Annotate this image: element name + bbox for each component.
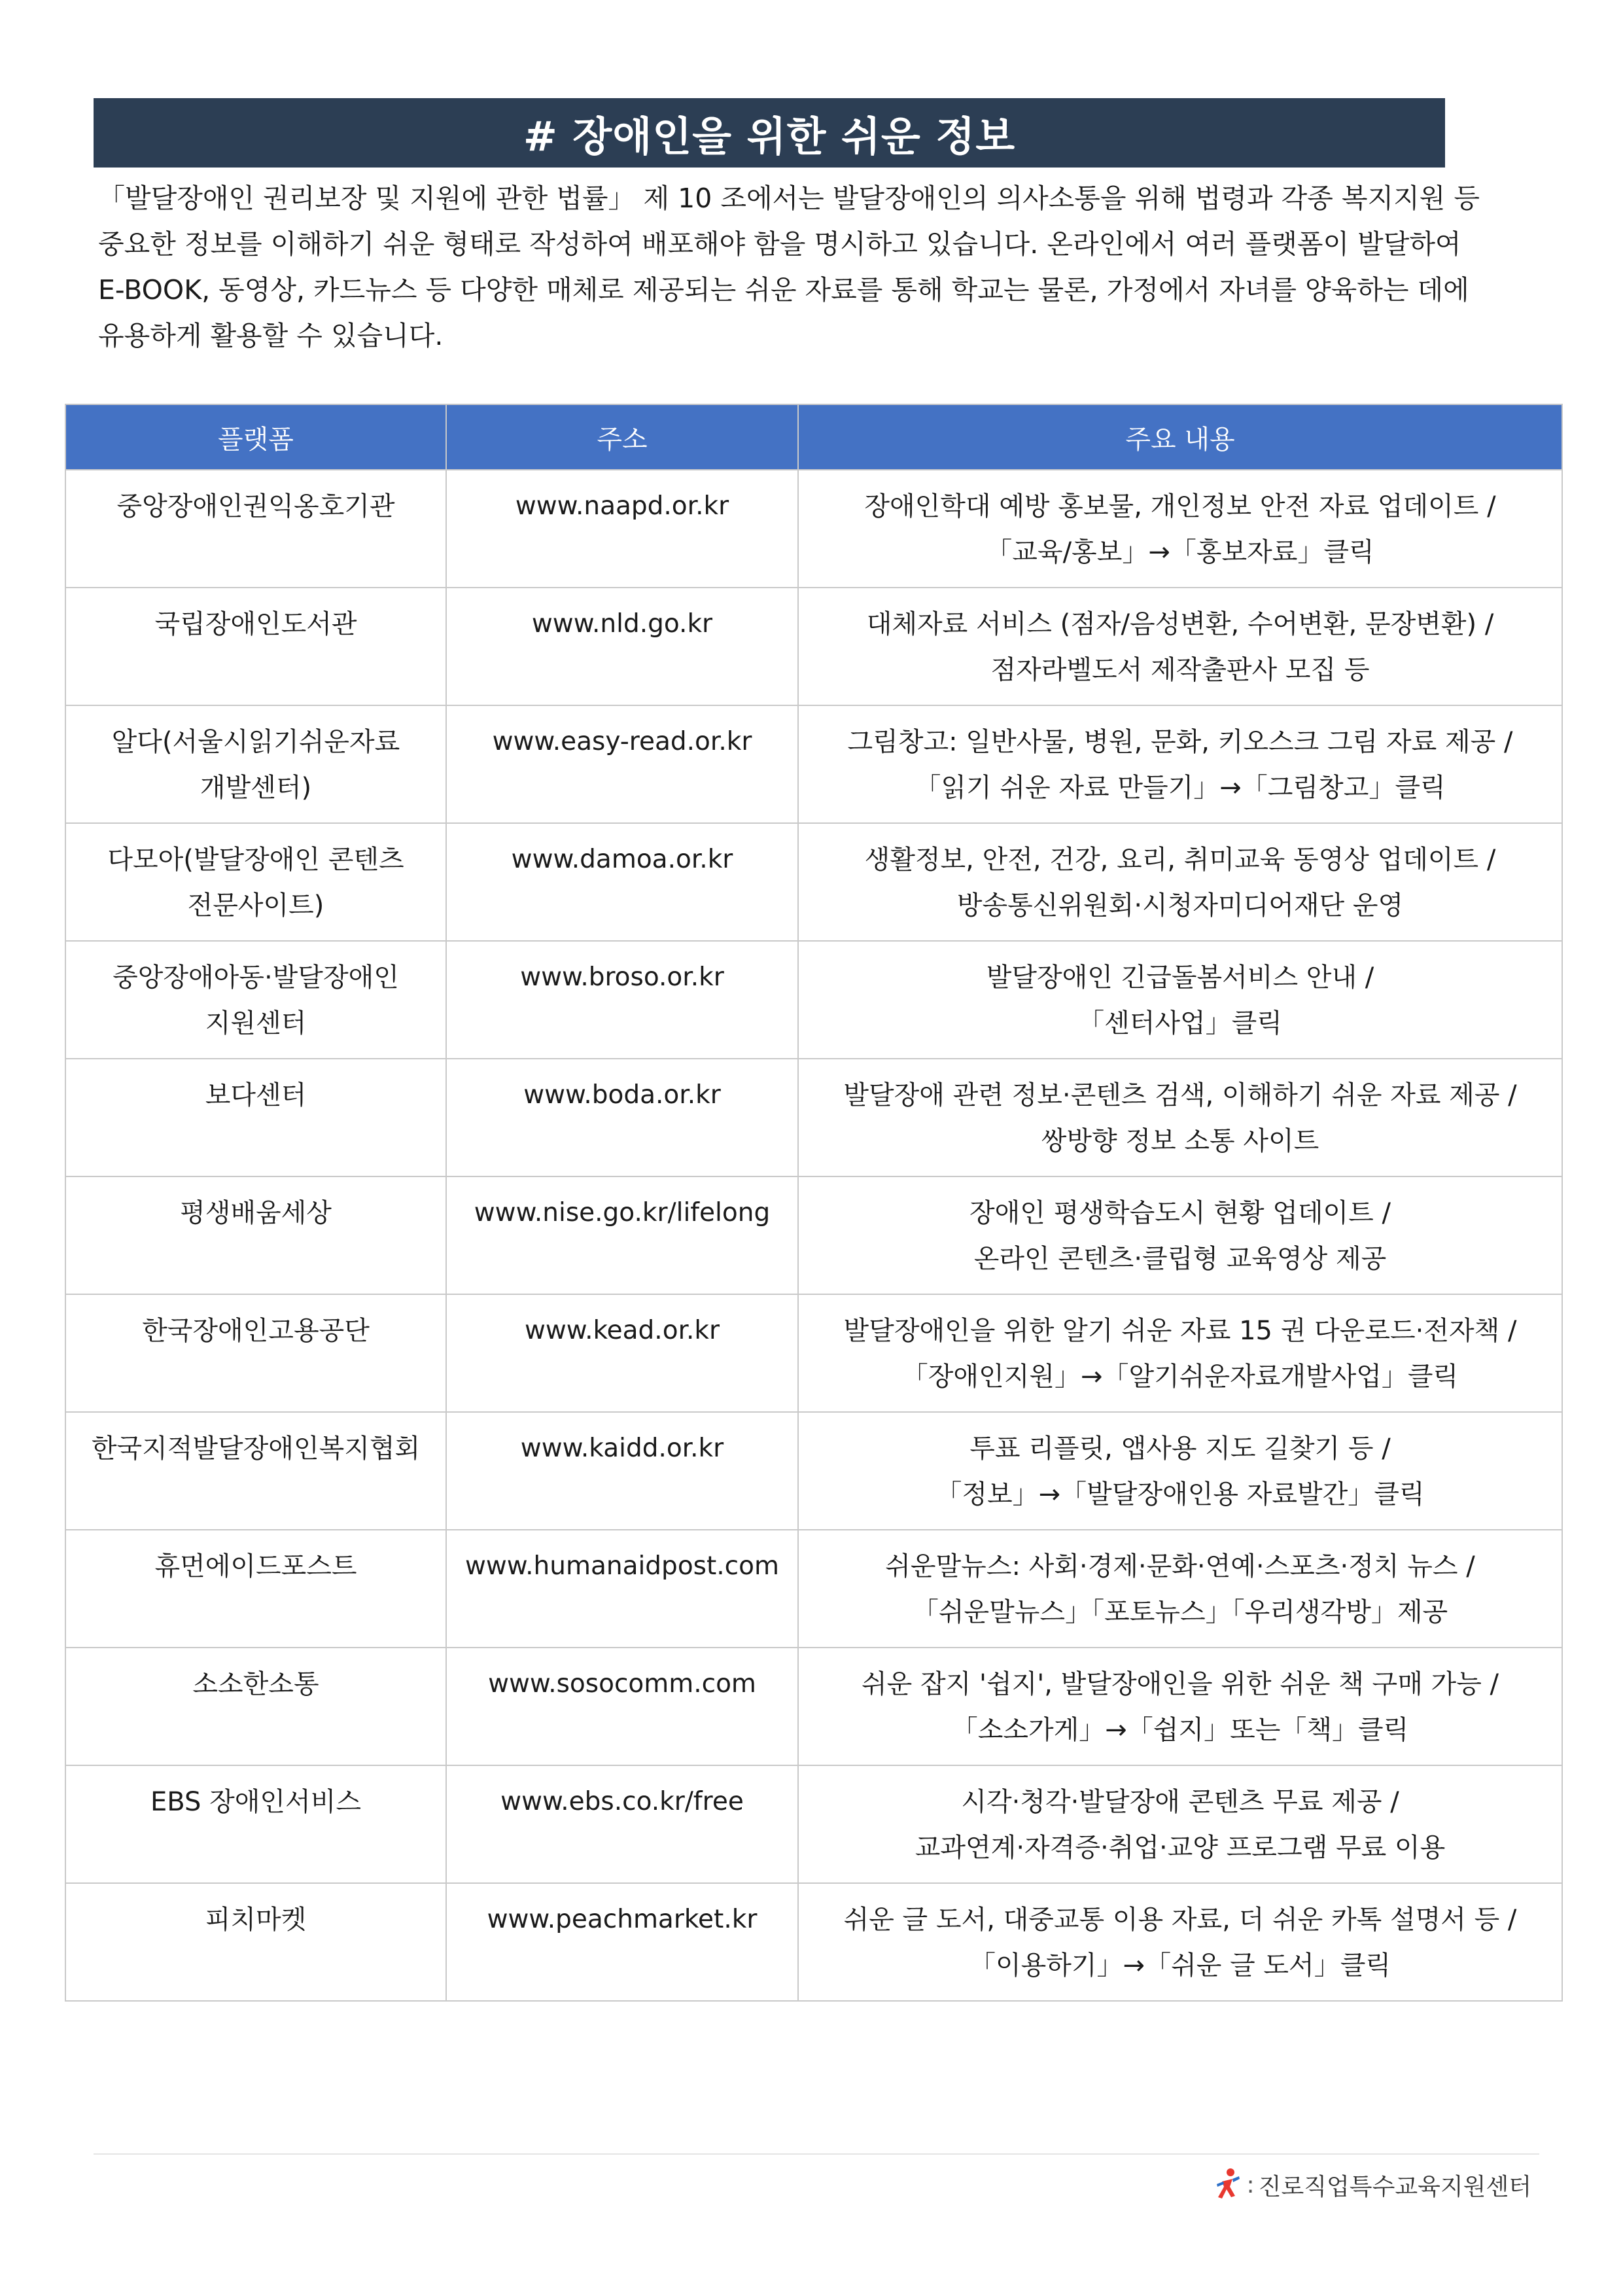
- content-line: 온라인 콘텐츠·클립형 교육영상 제공: [973, 1244, 1387, 1274]
- address-cell: [446, 823, 798, 941]
- platform-name: 국립장애인도서관: [154, 609, 357, 639]
- table-row: [65, 588, 1562, 705]
- content-line: 방송통신위원회·시청자미디어재단 운영: [956, 891, 1404, 921]
- content-line: 쌍방향 정보 소통 사이트: [1041, 1126, 1319, 1156]
- platform-name: 개발센터): [200, 773, 312, 803]
- intro-line: 중요한 정보를 이해하기 쉬운 형태로 작성하여 배포해야 함을 명시하고 있습니다. 온라인에서 여러 플랫폼이 발달하여: [98, 228, 1461, 260]
- platform-name: 소소한소통: [192, 1669, 319, 1699]
- table-row: [65, 1530, 1562, 1648]
- platform-name: 보다센터: [205, 1080, 307, 1110]
- content-line: 교과연계·자격증·취업·교양 프로그램 무료 이용: [915, 1833, 1446, 1863]
- address-cell: [446, 1648, 798, 1765]
- table-row: [65, 1059, 1562, 1176]
- table-row: [65, 1883, 1562, 2001]
- content-cell: [798, 470, 1562, 588]
- platform-cell: [65, 470, 446, 588]
- platform-name: EBS 장애인서비스: [150, 1787, 361, 1817]
- content-line: 「읽기 쉬운 자료 만들기」→「그림창고」클릭: [915, 773, 1446, 803]
- footer-org-name: 진로직업특수교육지원센터: [1258, 2173, 1531, 2200]
- content-cell: [798, 588, 1562, 705]
- address-cell: [446, 1412, 798, 1530]
- table-row: [65, 470, 1562, 588]
- platform-name: 다모아(발달장애인 콘텐츠: [107, 845, 404, 875]
- content-line: 시각·청각·발달장애 콘텐츠 무료 제공 /: [961, 1787, 1399, 1817]
- platform-name: 휴먼에이드포스트: [154, 1551, 357, 1581]
- table-row: [65, 1294, 1562, 1412]
- address-cell: [446, 588, 798, 705]
- address-cell: [446, 1059, 798, 1176]
- content-cell: [798, 1765, 1562, 1883]
- address-cell: [446, 1765, 798, 1883]
- content-line: 「교육/홍보」→「홍보자료」클릭: [986, 537, 1374, 567]
- intro-line: E-BOOK, 동영상, 카드뉴스 등 다양한 매체로 제공되는 쉬운 자료를 통해 학교는 물론, 가정에서 자녀를 양육하는 데에: [98, 274, 1469, 306]
- content-line: 발달장애인을 위한 알기 쉬운 자료 15 권 다운로드·전자책 /: [843, 1316, 1517, 1346]
- platform-url: www.damoa.or.kr: [511, 845, 733, 874]
- platform-url: www.ebs.co.kr/free: [500, 1787, 744, 1816]
- content-cell: [798, 941, 1562, 1059]
- platform-cell: [65, 1765, 446, 1883]
- platform-cell: [65, 1530, 446, 1648]
- platform-url: www.kaidd.or.kr: [520, 1434, 724, 1463]
- table-row: [65, 1648, 1562, 1765]
- platform-name: 피치마켓: [205, 1905, 307, 1935]
- content-line: 대체자료 서비스 (점자/음성변환, 수어변환, 문장변환) /: [866, 609, 1494, 639]
- footer-separator: :: [1246, 2171, 1255, 2199]
- content-cell: [798, 705, 1562, 823]
- table-row: [65, 941, 1562, 1059]
- table-row: [65, 705, 1562, 823]
- footer-divider: [94, 2153, 1539, 2155]
- content-line: 「쉬운말뉴스」「포토뉴스」「우리생각방」제공: [912, 1597, 1448, 1627]
- address-cell: [446, 470, 798, 588]
- platform-cell: [65, 1648, 446, 1765]
- platform-url: www.nise.go.kr/lifelong: [474, 1198, 771, 1227]
- content-line: 쉬운 글 도서, 대중교통 이용 자료, 더 쉬운 카톡 설명서 등 /: [843, 1905, 1517, 1935]
- table-row: [65, 1765, 1562, 1883]
- platform-cell: [65, 1412, 446, 1530]
- content-line: 발달장애인 긴급돌봄서비스 안내 /: [986, 963, 1374, 993]
- content-cell: [798, 1176, 1562, 1294]
- platform-url: www.humanaidpost.com: [465, 1551, 779, 1581]
- table-row: [65, 823, 1562, 941]
- platform-cell: [65, 823, 446, 941]
- platform-url: www.sosocomm.com: [488, 1669, 756, 1699]
- platform-cell: [65, 705, 446, 823]
- content-cell: [798, 1412, 1562, 1530]
- address-cell: [446, 1530, 798, 1648]
- header-address: 주소: [446, 404, 798, 470]
- intro-line: 「발달장애인 권리보장 및 지원에 관한 법률」 제 10 조에서는 발달장애인의 의사소통을 위해 법령과 각종 복지지원 등: [98, 183, 1480, 214]
- platform-name: 중앙장애아동·발달장애인: [113, 963, 399, 993]
- table-body: [65, 470, 1562, 2001]
- content-line: 장애인학대 예방 홍보물, 개인정보 안전 자료 업데이트 /: [864, 491, 1496, 521]
- address-cell: [446, 1883, 798, 2001]
- platform-name: 지원센터: [205, 1008, 307, 1038]
- platform-cell: [65, 1883, 446, 2001]
- platform-cell: [65, 941, 446, 1059]
- platform-cell: [65, 588, 446, 705]
- address-cell: [446, 705, 798, 823]
- platform-cell: [65, 1059, 446, 1176]
- platform-url: www.naapd.or.kr: [515, 491, 729, 521]
- content-line: 「이용하기」→「쉬운 글 도서」클릭: [969, 1951, 1391, 1981]
- header-content: 주요 내용: [798, 404, 1562, 470]
- platform-name: 한국장애인고용공단: [142, 1316, 370, 1346]
- content-line: 점자라벨도서 제작출판사 모집 등: [990, 655, 1370, 685]
- content-line: 쉬운말뉴스: 사회·경제·문화·연예·스포츠·정치 뉴스 /: [885, 1551, 1475, 1581]
- platform-name: 알다(서울시읽기쉬운자료: [111, 727, 400, 757]
- platform-url: www.nld.go.kr: [531, 609, 713, 639]
- platform-name: 전문사이트): [187, 891, 324, 921]
- platform-url: www.broso.or.kr: [520, 963, 724, 992]
- content-line: 「정보」→「발달장애인용 자료발간」클릭: [935, 1479, 1425, 1510]
- platform-cell: [65, 1176, 446, 1294]
- address-cell: [446, 941, 798, 1059]
- header-platform: 플랫폼: [65, 404, 446, 470]
- table-row: [65, 1412, 1562, 1530]
- platform-name: 한국지적발달장애인복지협회: [91, 1434, 421, 1464]
- platform-cell: [65, 1294, 446, 1412]
- content-line: 「장애인지원」→「알기쉬운자료개발사업」클릭: [901, 1362, 1459, 1392]
- content-line: 그림창고: 일반사물, 병원, 문화, 키오스크 그림 자료 제공 /: [847, 727, 1513, 757]
- content-line: 생활정보, 안전, 건강, 요리, 취미교육 동영상 업데이트 /: [864, 845, 1496, 875]
- content-cell: [798, 823, 1562, 941]
- intro-line: 유용하게 활용할 수 있습니다.: [98, 320, 444, 351]
- content-cell: [798, 1059, 1562, 1176]
- platform-url: www.kead.or.kr: [524, 1316, 720, 1345]
- content-line: 투표 리플릿, 앱사용 지도 길찾기 등 /: [969, 1434, 1391, 1464]
- platform-name: 평생배움세상: [180, 1198, 332, 1228]
- address-cell: [446, 1176, 798, 1294]
- content-cell: [798, 1883, 1562, 2001]
- content-line: 「센터사업」클릭: [1078, 1008, 1282, 1038]
- intro-paragraph: [98, 175, 1480, 359]
- footer: [1213, 2167, 1531, 2202]
- person-logo-icon: [1213, 2167, 1242, 2202]
- page-title: # 장애인을 위한 쉬운 정보: [94, 98, 1445, 168]
- table-header-row: [65, 404, 1562, 470]
- content-line: 장애인 평생학습도시 현황 업데이트 /: [969, 1198, 1391, 1228]
- content-line: 발달장애 관련 정보·콘텐츠 검색, 이해하기 쉬운 자료 제공 /: [843, 1080, 1517, 1110]
- platform-url: www.easy-read.or.kr: [492, 727, 752, 756]
- platform-url: www.boda.or.kr: [523, 1080, 721, 1110]
- platform-name: 중앙장애인권익옹호기관: [116, 491, 395, 521]
- content-line: 쉬운 잡지 '쉽지', 발달장애인을 위한 쉬운 책 구매 가능 /: [861, 1669, 1499, 1699]
- content-cell: [798, 1294, 1562, 1412]
- content-cell: [798, 1530, 1562, 1648]
- content-cell: [798, 1648, 1562, 1765]
- address-cell: [446, 1294, 798, 1412]
- platform-url: www.peachmarket.kr: [487, 1905, 758, 1934]
- platform-table: [65, 404, 1563, 2002]
- table-row: [65, 1176, 1562, 1294]
- content-line: 「소소가게」→「쉽지」또는「책」클릭: [951, 1715, 1409, 1745]
